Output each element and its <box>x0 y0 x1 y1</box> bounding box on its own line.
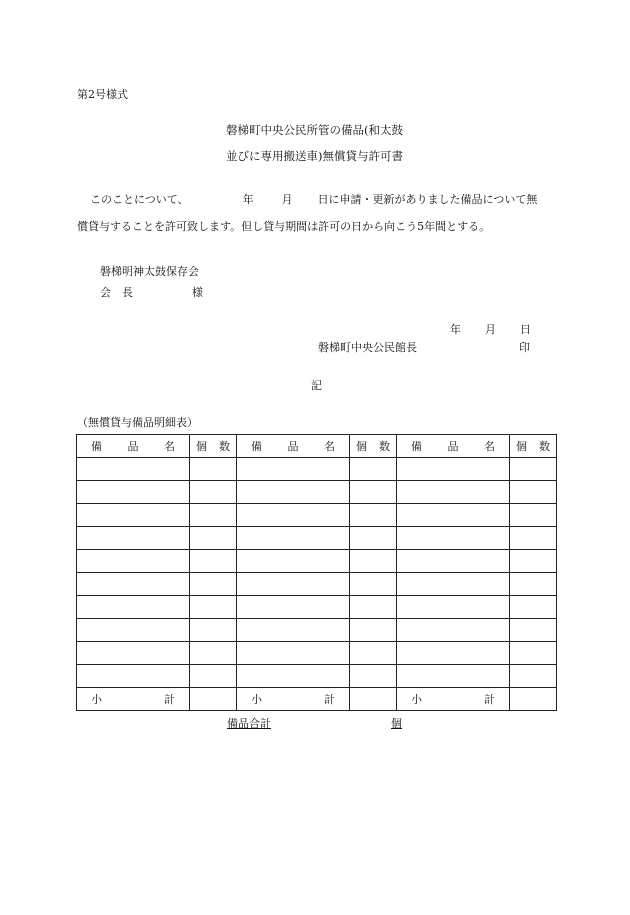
recipient-organization: 磐梯明神太鼓保存会 <box>100 265 199 278</box>
ki-heading: 記 <box>311 379 322 392</box>
subtotal-label: 小 計 <box>397 688 510 711</box>
table-row <box>77 527 557 550</box>
table-cell <box>237 481 350 504</box>
recipient-title: 会 長 <box>100 286 133 299</box>
table-cell <box>350 504 397 527</box>
table-cell <box>77 458 190 481</box>
table-row <box>77 550 557 573</box>
equipment-total <box>227 715 402 731</box>
table-cell <box>237 504 350 527</box>
table-cell <box>190 596 237 619</box>
table-cell <box>77 596 190 619</box>
table-cell <box>190 481 237 504</box>
body-text-line2: 償貸与することを許可致します。但し貸与期間は許可の日から向こう5年間とする。 <box>77 220 491 233</box>
total-unit: 個 <box>391 717 402 730</box>
table-cell <box>190 665 237 688</box>
table-row <box>77 573 557 596</box>
table-cell <box>190 550 237 573</box>
equipment-table <box>76 434 557 711</box>
subtotal-value <box>510 688 557 711</box>
table-cell <box>237 619 350 642</box>
subtotal-label: 小 計 <box>237 688 350 711</box>
table-cell <box>190 619 237 642</box>
form-number: 第2号様式 <box>77 88 128 101</box>
table-cell <box>350 573 397 596</box>
table-cell <box>237 527 350 550</box>
table-cell <box>190 642 237 665</box>
table-cell <box>510 665 557 688</box>
table-cell <box>350 481 397 504</box>
table-cell <box>510 619 557 642</box>
table-cell <box>397 642 510 665</box>
document-title-line1: 磐梯町中央公民所管の備品(和太鼓 <box>226 123 403 137</box>
table-row <box>77 458 557 481</box>
table-cell <box>397 458 510 481</box>
table-cell <box>510 550 557 573</box>
body-year: 年 <box>242 193 254 206</box>
date-year: 年 <box>450 323 461 336</box>
table-cell <box>397 527 510 550</box>
table-cell <box>350 527 397 550</box>
table-cell <box>350 665 397 688</box>
table-caption: （無償貸与備品明細表） <box>77 416 198 429</box>
table-cell <box>237 642 350 665</box>
subtotal-row <box>77 688 557 711</box>
table-cell <box>510 596 557 619</box>
table-cell <box>350 619 397 642</box>
table-cell <box>397 504 510 527</box>
body-rest: 日に申請・更新がありました備品について無 <box>317 193 538 206</box>
table-cell <box>510 527 557 550</box>
table-header-row: 備 品 名 個 数 備 品 名 個 数 備 品 名 個 数 <box>77 435 557 458</box>
table-cell <box>510 504 557 527</box>
table-cell <box>77 573 190 596</box>
table-cell <box>510 573 557 596</box>
table-cell <box>190 458 237 481</box>
table-cell <box>350 596 397 619</box>
table-cell <box>397 573 510 596</box>
table-cell <box>510 481 557 504</box>
table-cell <box>397 665 510 688</box>
body-text-line1 <box>90 191 560 207</box>
subtotal-value <box>190 688 237 711</box>
table-cell <box>350 550 397 573</box>
issuer-line <box>318 339 530 355</box>
table-row <box>77 504 557 527</box>
subtotal-value <box>350 688 397 711</box>
document-title-line2: 並びに専用搬送車)無償貸与許可書 <box>226 149 403 163</box>
total-label: 備品合計 <box>227 717 271 730</box>
subtotal-label: 小 計 <box>77 688 190 711</box>
body-intro: このことについて、 <box>90 193 189 206</box>
table-row <box>77 619 557 642</box>
table-cell <box>190 504 237 527</box>
table-cell <box>397 481 510 504</box>
issue-date <box>450 321 531 337</box>
recipient-line <box>100 284 203 300</box>
table-cell <box>237 596 350 619</box>
issuer-name: 磐梯町中央公民館長 <box>318 341 417 354</box>
table-cell <box>397 596 510 619</box>
table-cell <box>350 642 397 665</box>
table-cell <box>190 573 237 596</box>
date-day: 日 <box>520 323 531 336</box>
table-cell <box>77 619 190 642</box>
table-cell <box>237 550 350 573</box>
table-row <box>77 481 557 504</box>
table-cell <box>77 481 190 504</box>
table-cell <box>237 458 350 481</box>
table-cell <box>237 573 350 596</box>
table-cell <box>77 527 190 550</box>
table-cell <box>190 527 237 550</box>
table-row <box>77 642 557 665</box>
table-cell <box>237 665 350 688</box>
table-cell <box>397 619 510 642</box>
body-month: 月 <box>281 193 293 206</box>
table-cell <box>77 550 190 573</box>
table-cell <box>397 550 510 573</box>
table-cell <box>77 642 190 665</box>
table-cell <box>77 504 190 527</box>
table-row <box>77 596 557 619</box>
table-cell <box>510 642 557 665</box>
table-cell <box>350 458 397 481</box>
recipient-honorific: 様 <box>192 286 203 299</box>
table-cell <box>77 665 190 688</box>
seal-mark: 印 <box>519 341 530 354</box>
date-month: 月 <box>485 323 496 336</box>
table-row <box>77 665 557 688</box>
table-cell <box>510 458 557 481</box>
